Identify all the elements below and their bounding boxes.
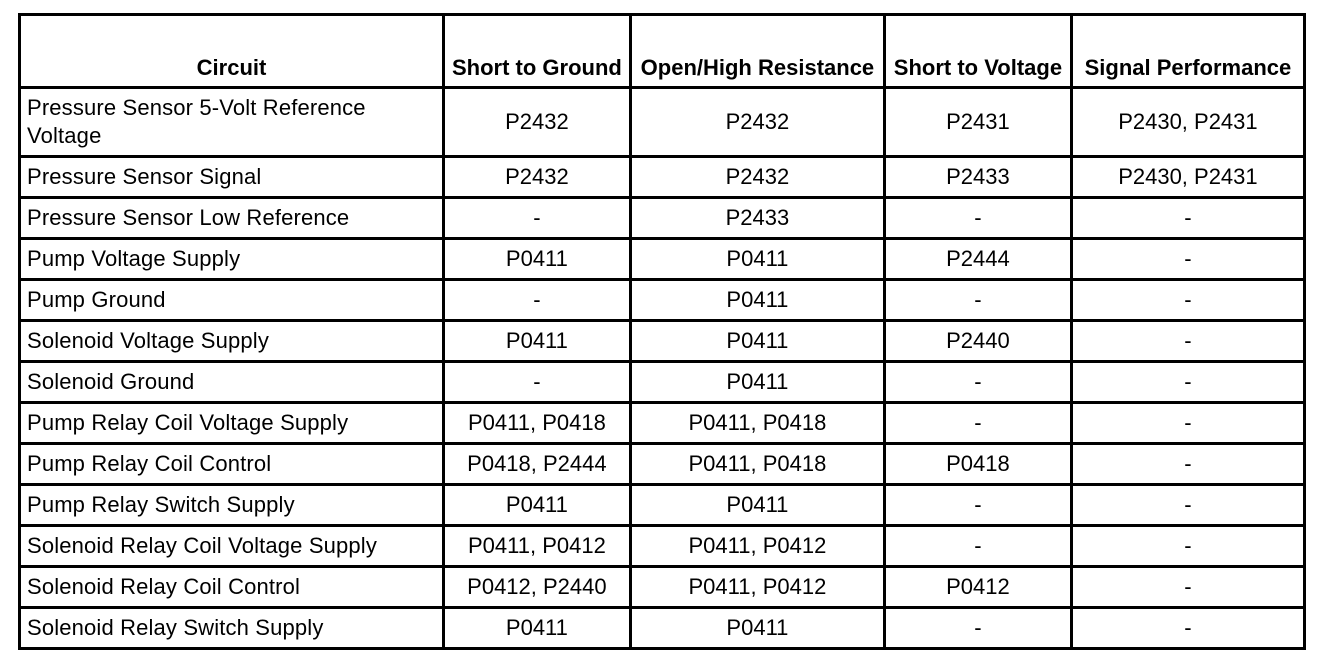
open-high-resistance-cell: P0411 <box>632 322 886 363</box>
short-to-voltage-cell: - <box>886 527 1073 568</box>
short-to-ground-cell: P0411 <box>445 240 632 281</box>
short-to-voltage-cell: P2431 <box>886 89 1073 158</box>
circuit-cell: Solenoid Relay Coil Control <box>21 568 445 609</box>
signal-performance-cell: P2430, P2431 <box>1073 158 1306 199</box>
open-high-resistance-cell: P0411 <box>632 486 886 527</box>
short-to-ground-cell: P0411 <box>445 609 632 650</box>
signal-performance-cell: - <box>1073 281 1306 322</box>
circuit-cell: Pump Relay Switch Supply <box>21 486 445 527</box>
circuit-cell: Pump Voltage Supply <box>21 240 445 281</box>
circuit-cell: Solenoid Relay Switch Supply <box>21 609 445 650</box>
table-row <box>21 322 1306 363</box>
short-to-voltage-cell: - <box>886 609 1073 650</box>
short-to-voltage-cell: - <box>886 199 1073 240</box>
open-high-resistance-cell: P0411 <box>632 281 886 322</box>
table-row <box>21 527 1306 568</box>
header-row <box>21 16 1306 89</box>
circuit-cell: Pressure Sensor 5-Volt Reference Voltage <box>21 89 445 158</box>
circuit-cell: Solenoid Relay Coil Voltage Supply <box>21 527 445 568</box>
table-row <box>21 363 1306 404</box>
open-high-resistance-cell: P0411 <box>632 240 886 281</box>
table-row <box>21 445 1306 486</box>
signal-performance-cell: - <box>1073 445 1306 486</box>
table-row <box>21 568 1306 609</box>
short-to-ground-cell: P0411, P0418 <box>445 404 632 445</box>
signal-performance-cell: - <box>1073 527 1306 568</box>
signal-performance-cell: - <box>1073 609 1306 650</box>
table-row <box>21 609 1306 650</box>
short-to-voltage-cell: - <box>886 486 1073 527</box>
open-high-resistance-cell: P0411 <box>632 609 886 650</box>
short-to-voltage-cell: P0418 <box>886 445 1073 486</box>
signal-performance-cell: - <box>1073 240 1306 281</box>
circuit-cell: Solenoid Ground <box>21 363 445 404</box>
short-to-ground-cell: - <box>445 199 632 240</box>
short-to-voltage-cell: P2440 <box>886 322 1073 363</box>
short-to-ground-cell: P0411 <box>445 486 632 527</box>
table-row <box>21 404 1306 445</box>
short-to-ground-cell: - <box>445 281 632 322</box>
header-signal-performance: Signal Performance <box>1073 16 1306 89</box>
short-to-ground-cell: P0412, P2440 <box>445 568 632 609</box>
circuit-cell: Pressure Sensor Signal <box>21 158 445 199</box>
short-to-ground-cell: P2432 <box>445 89 632 158</box>
short-to-ground-cell: - <box>445 363 632 404</box>
open-high-resistance-cell: P2432 <box>632 158 886 199</box>
open-high-resistance-cell: P0411, P0418 <box>632 445 886 486</box>
open-high-resistance-cell: P2433 <box>632 199 886 240</box>
short-to-voltage-cell: P2444 <box>886 240 1073 281</box>
short-to-voltage-cell: - <box>886 363 1073 404</box>
short-to-ground-cell: P0411, P0412 <box>445 527 632 568</box>
circuit-cell: Pump Relay Coil Control <box>21 445 445 486</box>
table-row <box>21 281 1306 322</box>
short-to-voltage-cell: P0412 <box>886 568 1073 609</box>
table-row <box>21 240 1306 281</box>
table-row <box>21 158 1306 199</box>
short-to-voltage-cell: - <box>886 281 1073 322</box>
table-row <box>21 199 1306 240</box>
circuit-cell: Pump Relay Coil Voltage Supply <box>21 404 445 445</box>
signal-performance-cell: - <box>1073 568 1306 609</box>
table-row <box>21 486 1306 527</box>
header-open-high-resistance: Open/High Resistance <box>632 16 886 89</box>
open-high-resistance-cell: P0411 <box>632 363 886 404</box>
signal-performance-cell: P2430, P2431 <box>1073 89 1306 158</box>
short-to-ground-cell: P0418, P2444 <box>445 445 632 486</box>
short-to-ground-cell: P2432 <box>445 158 632 199</box>
circuit-dtc-table <box>18 13 1306 650</box>
signal-performance-cell: - <box>1073 199 1306 240</box>
open-high-resistance-cell: P0411, P0412 <box>632 568 886 609</box>
open-high-resistance-cell: P2432 <box>632 89 886 158</box>
header-circuit: Circuit <box>21 16 445 89</box>
open-high-resistance-cell: P0411, P0418 <box>632 404 886 445</box>
header-short-to-voltage: Short to Voltage <box>886 16 1073 89</box>
signal-performance-cell: - <box>1073 322 1306 363</box>
header-short-to-ground: Short to Ground <box>445 16 632 89</box>
signal-performance-cell: - <box>1073 486 1306 527</box>
table-row <box>21 89 1306 158</box>
signal-performance-cell: - <box>1073 404 1306 445</box>
open-high-resistance-cell: P0411, P0412 <box>632 527 886 568</box>
short-to-voltage-cell: - <box>886 404 1073 445</box>
circuit-cell: Pump Ground <box>21 281 445 322</box>
circuit-cell: Pressure Sensor Low Reference <box>21 199 445 240</box>
circuit-cell: Solenoid Voltage Supply <box>21 322 445 363</box>
signal-performance-cell: - <box>1073 363 1306 404</box>
short-to-ground-cell: P0411 <box>445 322 632 363</box>
short-to-voltage-cell: P2433 <box>886 158 1073 199</box>
